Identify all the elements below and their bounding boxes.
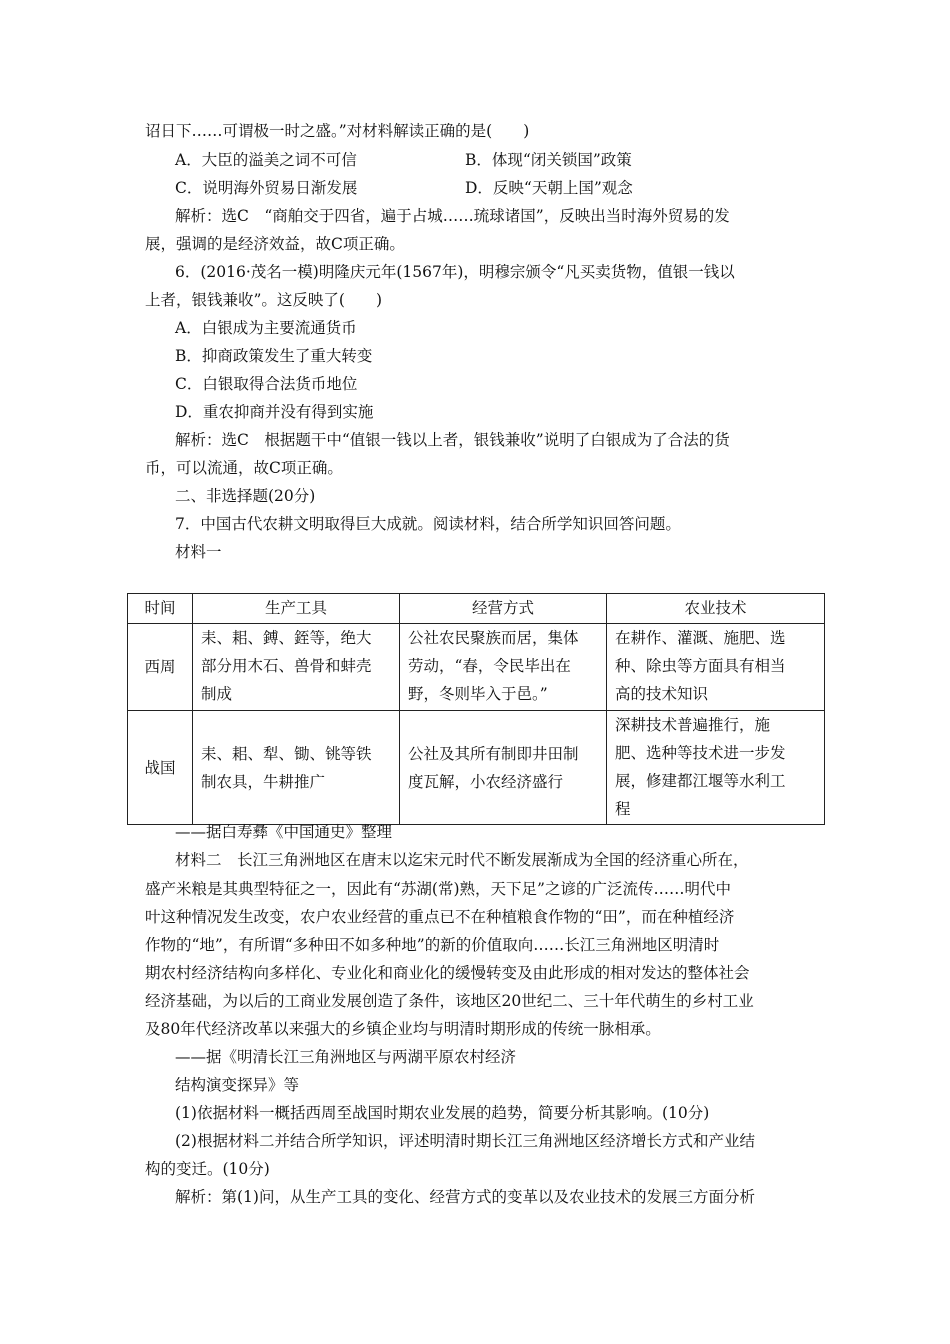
table-header-tech: 农业技术 (607, 594, 825, 624)
cell-text: 在耕作、灌溉、施肥、选 种、除虫等方面具有相当 高的技术知识 (615, 629, 786, 703)
material2-source-2: 结构演变探异》等 (175, 1076, 300, 1094)
table-header-time: 时间 (128, 594, 193, 624)
q6-analysis-line-2: 币，可以流通，故C项正确。 (145, 459, 343, 477)
q6-analysis-line-1: 解析：选C 根据题干中“值银一钱以上者，银钱兼收”说明了白银成为了合法的货 (175, 431, 730, 449)
q5-options-row-1 (175, 150, 825, 170)
table-cell-mode (400, 711, 607, 825)
table-header-row (128, 594, 825, 624)
material2-line-1: 材料二 长江三角洲地区在唐末以迄宋元时代不断发展渐成为全国的经济重心所在， (175, 851, 749, 869)
q5-analysis-line-2: 展，强调的是经济效益，故C项正确。 (145, 235, 405, 253)
material1-table (127, 593, 825, 825)
material2-line-3: 叶这种情况发生改变，农户农业经营的重点已不在种植粮食作物的“田”，而在种植经济 (145, 908, 735, 926)
sub-question-2-line-1: (2)根据材料二并结合所学知识，评述明清时期长江三角洲地区经济增长方式和产业结 (175, 1132, 755, 1150)
q5-analysis-line-1: 解析：选C “商舶交于四省，遍于占城……琉球诸国”，反映出当时海外贸易的发 (175, 207, 730, 225)
table-cell-time: 战国 (128, 711, 193, 825)
table-header-tools: 生产工具 (193, 594, 400, 624)
section-title: 二、非选择题(20分) (175, 487, 316, 505)
cell-text: 深耕技术普遍推行，施 肥、选种等技术进一步发 展，修建都江堰等水利工 程 (615, 716, 786, 818)
q5-option-d: D．反映“天朝上国”观念 (465, 179, 633, 197)
sub-question-2-line-2: 构的变迁。(10分) (145, 1160, 270, 1178)
q6-option-c: C．白银取得合法货币地位 (175, 375, 358, 393)
q5-option-c: C．说明海外贸易日渐发展 (175, 179, 358, 197)
table-cell-tools (193, 624, 400, 711)
material1-label: 材料一 (175, 543, 222, 561)
material2-line-2: 盛产米粮是其典型特征之一，因此有“苏湖(常)熟，天下足”之谚的广泛流传……明代中 (145, 880, 731, 898)
sub-question-1: (1)依据材料一概括西周至战国时期农业发展的趋势，简要分析其影响。(10分) (175, 1104, 710, 1122)
material2-source-1: ——据《明清长江三角洲地区与两湖平原农村经济 (175, 1048, 517, 1066)
table-row (128, 711, 825, 825)
q6-stem-line-1: 6．(2016·茂名一模)明隆庆元年(1567年)，明穆宗颁令“凡买卖货物，值银一钱以 (175, 263, 735, 281)
q6-option-a: A．白银成为主要流通货币 (175, 319, 357, 337)
cell-text: 公社农民聚族而居，集体 劳动，“春，令民毕出在 野，冬则毕入于邑。” (408, 629, 579, 703)
table-cell-time: 西周 (128, 624, 193, 711)
q7-analysis-line-1: 解析：第(1)问，从生产工具的变化、经营方式的变革以及农业技术的发展三方面分析 (175, 1188, 755, 1206)
table-cell-tech (607, 624, 825, 711)
cell-text: 公社及其所有制即井田制 度瓦解，小农经济盛行 (408, 744, 579, 791)
material2-line-7: 及80年代经济改革以来强大的乡镇企业均与明清时期形成的传统一脉相承。 (145, 1020, 661, 1038)
q5-options-row-2 (175, 178, 825, 198)
table-source: ——据白寿彝《中国通史》整理 (175, 823, 393, 841)
table-cell-tech (607, 711, 825, 825)
table-row (128, 624, 825, 711)
material2-line-5: 期农村经济结构向多样化、专业化和商业化的缓慢转变及由此形成的相对发达的整体社会 (145, 964, 750, 982)
table-header-mode: 经营方式 (400, 594, 607, 624)
material2-line-4: 作物的“地”，有所谓“多种田不如多种地”的新的价值取向……长江三角洲地区明清时 (145, 936, 720, 954)
cell-text: 耒、耜、犁、锄、铫等铁 制农具，牛耕推广 (201, 744, 372, 791)
material2-line-6: 经济基础，为以后的工商业发展创造了条件，该地区20世纪二、三十年代萌生的乡村工业 (145, 992, 754, 1010)
q5-option-a: A．大臣的溢美之词不可信 (175, 151, 357, 169)
q6-option-d: D．重农抑商并没有得到实施 (175, 403, 374, 421)
q7-stem: 7．中国古代农耕文明取得巨大成就。阅读材料，结合所学知识回答问题。 (175, 515, 681, 533)
table-cell-tools (193, 711, 400, 825)
q5-option-b: B．体现“闭关锁国”政策 (465, 151, 632, 169)
q5-stem-tail: 诏日下……可谓极一时之盛。”对材料解读正确的是( ) (145, 122, 530, 140)
table-cell-mode (400, 624, 607, 711)
q6-option-b: B．抑商政策发生了重大转变 (175, 347, 373, 365)
cell-text: 耒、耜、鎛、銍等，绝大 部分用木石、兽骨和蚌壳 制成 (201, 629, 372, 703)
q6-stem-line-2: 上者，银钱兼收”。这反映了( ) (145, 291, 383, 309)
